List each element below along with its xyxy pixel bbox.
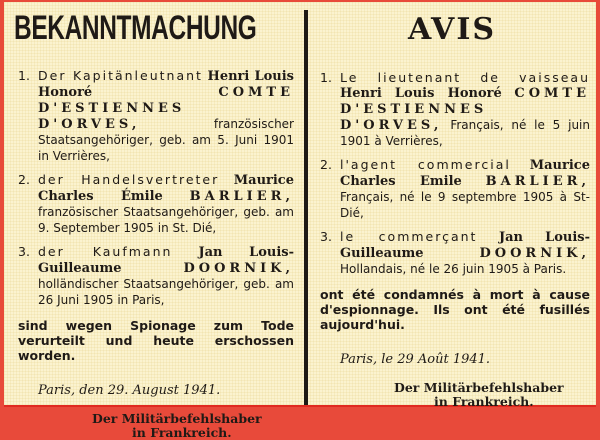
german-signature (12, 412, 294, 440)
french-verdict: ont été condamnés à mort à cause d'espionnage. Ils ont été fusillés aujourd'hui. (320, 287, 590, 332)
item-number: 2. (320, 157, 332, 172)
french-item-3 (314, 229, 590, 277)
german-column (12, 2, 294, 440)
item-lead: der Kaufmann (38, 244, 173, 259)
german-title: BEKANNTMACHUNG (14, 9, 257, 47)
poster (4, 2, 596, 440)
item-details: Français, né le 5 juin 1901 à Verrières, (340, 118, 590, 148)
german-date: Paris, den 29. August 1941. (38, 383, 221, 398)
french-title: AVIS (407, 12, 497, 47)
item-number: 3. (18, 244, 30, 259)
item-given-names: Maurice Charles Émile (38, 173, 294, 204)
item-details: französischer Staatsangehöriger, geb. am 9. September 1905 in St. Dié, (38, 205, 294, 235)
item-surname: COMTE D'ESTIENNES D'ORVES, (38, 85, 294, 132)
signature-line-2: in Frankreich. (132, 425, 232, 440)
item-surname: COMTE D'ESTIENNES D'ORVES, (340, 86, 590, 133)
item-lead: l'agent commercial (340, 157, 511, 172)
item-surname: BARLIER, (189, 189, 294, 204)
german-item-2 (12, 172, 294, 236)
french-list (314, 70, 590, 277)
item-details: Hollandais, né le 26 juin 1905 à Paris. (340, 262, 567, 276)
item-details: holländischer Staatsangehöriger, geb. am 26 Juni 1905 in Paris, (38, 277, 294, 307)
french-item-2 (314, 157, 590, 221)
german-item-3 (12, 244, 294, 308)
german-item-1 (12, 68, 294, 164)
item-lead: le commerçant (340, 229, 478, 244)
item-surname: DOORNIK, (479, 246, 590, 261)
signature-line-1: Der Militärbefehlshaber (394, 380, 564, 395)
german-verdict: sind wegen Spionage zum Tode verurteilt und heute erschossen worden. (18, 318, 294, 363)
item-details: Français, né le 9 septembre 1905 à St-Dié, (340, 190, 590, 220)
item-given-names: Henri Louis Honoré (38, 69, 294, 100)
item-lead: der Handelsvertreter (38, 172, 220, 187)
german-list (12, 68, 294, 308)
item-surname: DOORNIK, (183, 261, 294, 276)
item-surname: BARLIER, (485, 174, 590, 189)
item-number: 1. (18, 68, 30, 83)
french-item-1 (314, 70, 590, 149)
item-number: 2. (18, 172, 30, 187)
french-date: Paris, le 29 Août 1941. (340, 352, 491, 367)
signature-line-2: in Frankreich. (434, 394, 534, 409)
item-lead: Le lieutenant de vaisseau (340, 70, 590, 85)
item-number: 3. (320, 229, 332, 244)
column-divider (304, 10, 308, 405)
signature-line-1: Der Militärbefehlshaber (92, 411, 262, 426)
item-number: 1. (320, 70, 332, 85)
french-signature (314, 381, 590, 409)
item-given-names: Jan Louis-Guilleaume (340, 230, 590, 261)
item-given-names: Jan Louis-Guilleaume (38, 245, 294, 276)
item-lead: Der Kapitänleutnant (38, 68, 203, 83)
item-details: französischer Staatsangehöriger, geb. am 5. Juni 1901 in Verrières, (38, 117, 294, 163)
french-column (314, 2, 590, 409)
item-given-names: Maurice Charles Emile (340, 158, 590, 189)
item-given-names: Henri Louis Honoré (340, 86, 502, 101)
